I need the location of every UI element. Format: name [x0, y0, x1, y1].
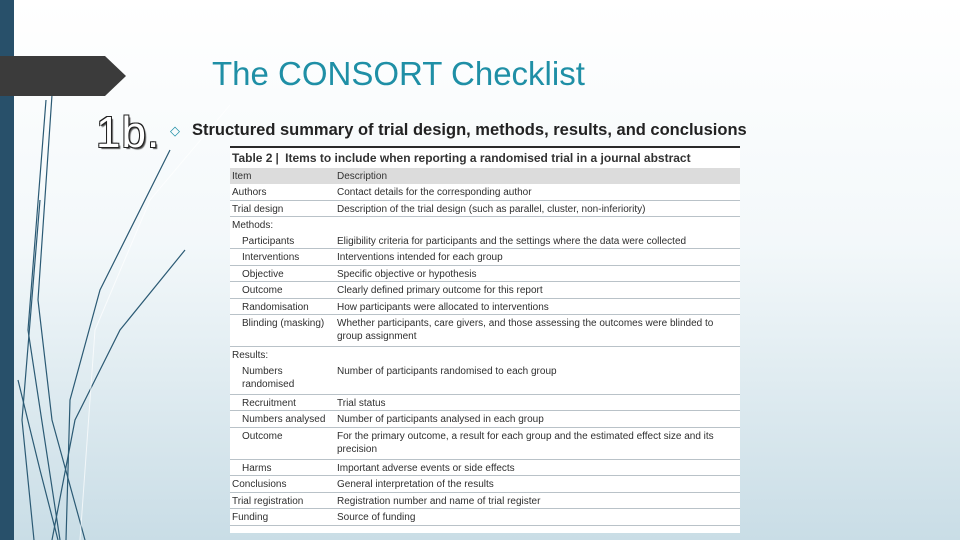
row-item: Numbers analysed — [242, 414, 326, 425]
header-item: Item — [232, 170, 252, 182]
section-label: Methods: — [232, 220, 274, 231]
table-row — [230, 411, 740, 428]
row-item: Randomisation — [242, 301, 309, 313]
table-row — [230, 299, 740, 316]
row-item: Interventions — [242, 252, 300, 263]
row-description: Specific objective or hypothesis — [337, 268, 477, 280]
row-description: Clearly defined primary outcome for this report — [337, 285, 543, 296]
slide-title: The CONSORT Checklist — [212, 55, 585, 92]
slide-number-tab — [0, 56, 126, 96]
table-caption: Items to include when reporting a randomised trial in a journal abstract — [285, 151, 691, 165]
row-description: General interpretation of the results — [337, 479, 494, 490]
row-description: For the primary outcome, a result for each group and the estimated effect size and its precision — [337, 430, 714, 455]
table-row — [230, 233, 740, 250]
table-row — [230, 315, 740, 347]
row-description: How participants were allocated to interventions — [337, 301, 549, 313]
row-item: Participants — [242, 235, 295, 247]
row-item: Objective — [242, 268, 284, 280]
section-label: Results: — [232, 350, 269, 361]
table-header-row — [230, 168, 740, 184]
table-row — [230, 509, 740, 526]
row-description: Source of funding — [337, 512, 416, 523]
row-description: Contact details for the corresponding author — [337, 187, 532, 198]
row-item: Funding — [232, 512, 269, 523]
row-item: Harms — [242, 462, 272, 474]
row-description: Trial status — [337, 397, 386, 409]
row-description: Number of participants randomised to each group — [337, 365, 557, 377]
item-number: 1b. — [96, 108, 161, 157]
table-section-row — [230, 217, 740, 233]
table-row — [230, 201, 740, 218]
row-description — [337, 217, 740, 219]
table-section-row — [230, 347, 740, 363]
table-row — [230, 266, 740, 283]
table-row — [230, 493, 740, 510]
row-item: Conclusions — [232, 479, 287, 490]
consort-abstract-table — [230, 146, 740, 533]
row-item: Blinding (masking) — [242, 318, 325, 329]
table-title — [230, 148, 740, 168]
row-item: Recruitment — [242, 397, 296, 409]
row-description — [337, 347, 740, 349]
table-row — [230, 282, 740, 299]
table-row — [230, 363, 740, 395]
table-row — [230, 476, 740, 493]
row-description: Number of participants analysed in each group — [337, 414, 544, 425]
row-item: Trial design — [232, 203, 284, 215]
row-description: Interventions intended for each group — [337, 252, 503, 263]
table-row — [230, 428, 740, 460]
table-label: Table 2 — [232, 151, 273, 165]
table-separator: | — [275, 151, 279, 165]
row-item: Numbers randomised — [242, 365, 295, 390]
row-item: Authors — [232, 187, 267, 198]
header-description: Description — [337, 170, 388, 182]
table-row — [230, 460, 740, 477]
row-description: Eligibility criteria for participants and the settings where the data were collected — [337, 235, 687, 247]
table-row — [230, 249, 740, 266]
row-item: Trial registration — [232, 495, 304, 507]
row-description: Important adverse events or side effects — [337, 462, 515, 474]
bullet-text: Structured summary of trial design, methods, results, and conclusions — [192, 121, 747, 139]
row-item: Outcome — [242, 430, 283, 442]
table-row — [230, 184, 740, 201]
diamond-bullet-icon: ◇ — [170, 123, 180, 138]
row-description: Whether participants, care givers, and those assessing the outcomes were blinded to group assignment — [337, 318, 714, 342]
row-description: Description of the trial design (such as parallel, cluster, non-inferiority) — [337, 203, 646, 215]
row-description: Registration number and name of trial register — [337, 495, 541, 507]
table-row — [230, 395, 740, 412]
row-item: Outcome — [242, 285, 283, 296]
